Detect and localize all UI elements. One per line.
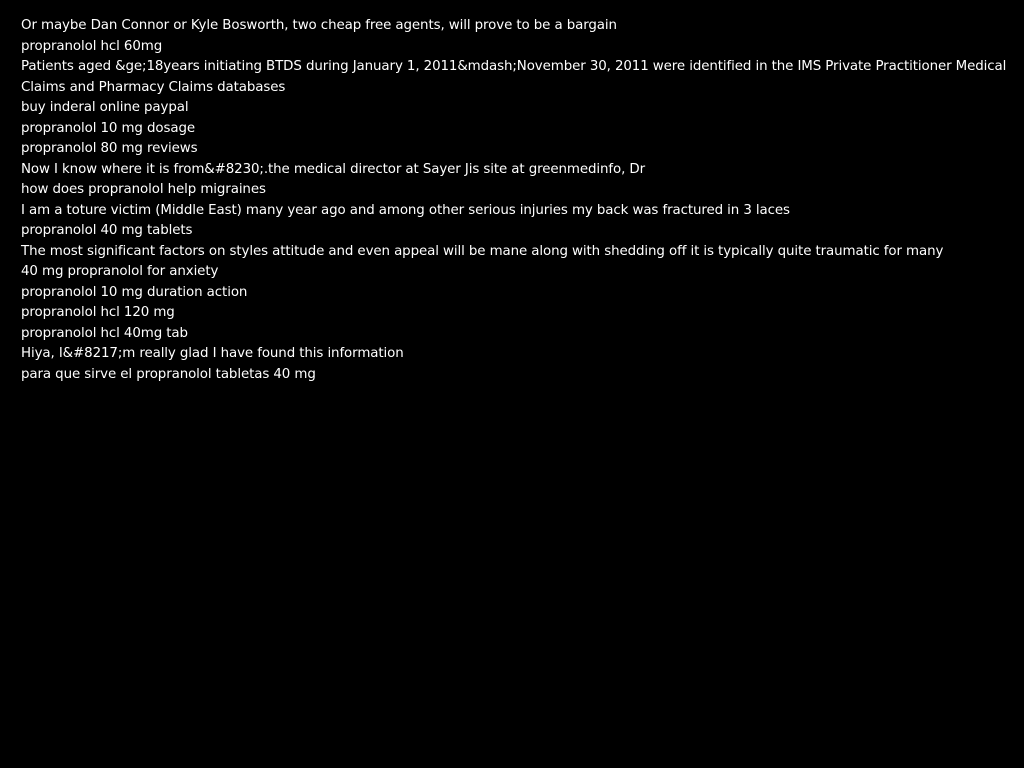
text-line-8: how does propranolol help migraines [21, 182, 266, 197]
text-line-12: 40 mg propranolol for anxiety [21, 264, 219, 279]
text-line-11: The most significant factors on styles attitude and even appeal will be mane along with shedding off it is typically quite traumatic for many [21, 243, 944, 259]
text-line-2: propranolol hcl 60mg [21, 38, 163, 54]
text-line-13: propranolol 10 mg duration action [21, 284, 248, 300]
text-line-7: Now I know where it is from&#8230;.the medical director at Sayer Jis site at greenmedinfo, Dr [21, 161, 646, 177]
text-line-16: Hiya, I&#8217;m really glad I have found this information [21, 346, 404, 361]
text-line-15: propranolol hcl 40mg tab [21, 325, 188, 341]
text-line-10: propranolol 40 mg tablets [21, 223, 193, 238]
text-list [21, 16, 1011, 385]
text-line-17: para que sirve el propranolol tabletas 40 mg [21, 366, 316, 382]
text-line-3: Patients aged &ge;18years initiating BTDS during January 1, 2011&mdash;November 30, 2011 were identified in the IMS Private Practitioner Medical Claims and Pharmacy Claims databases [21, 59, 1007, 95]
text-line-9: I am a toture victim (Middle East) many year ago and among other serious injuries my back was fractured in 3 laces [21, 202, 790, 218]
text-line-5: propranolol 10 mg dosage [21, 120, 195, 136]
text-line-6: propranolol 80 mg reviews [21, 141, 198, 156]
text-line-4: buy inderal online paypal [21, 100, 189, 115]
text-line-1: Or maybe Dan Connor or Kyle Bosworth, two cheap free agents, will prove to be a bargain [21, 18, 617, 33]
text-line-14: propranolol hcl 120 mg [21, 305, 175, 320]
